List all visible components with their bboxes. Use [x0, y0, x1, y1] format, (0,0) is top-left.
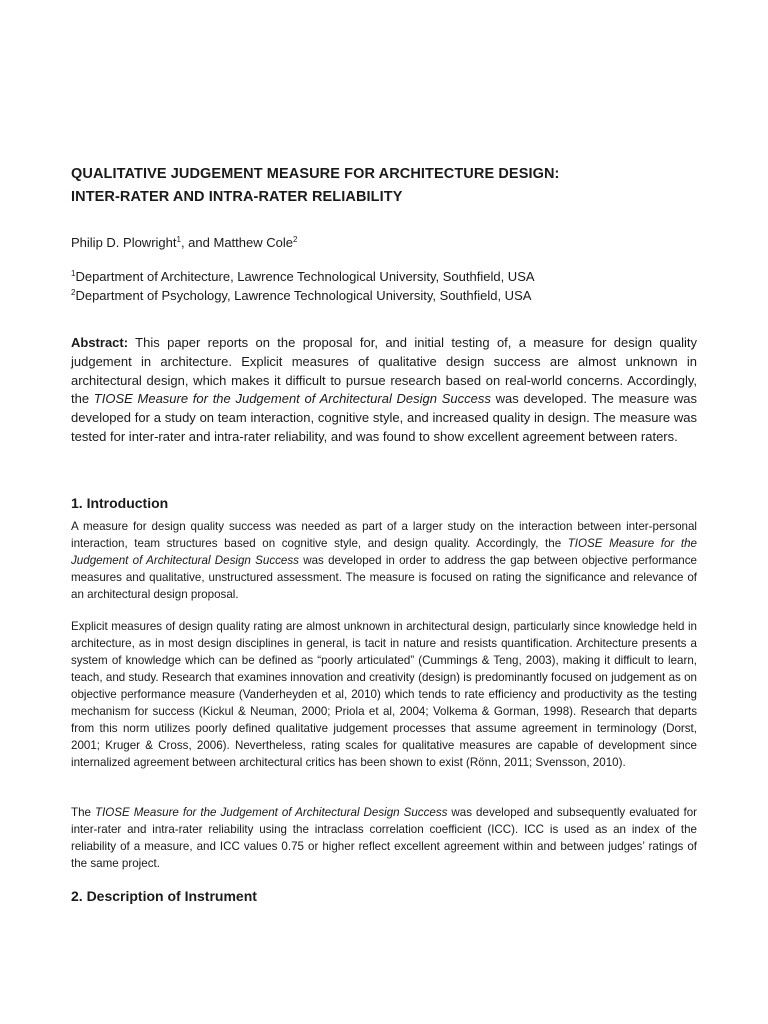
description-heading: 2. Description of Instrument: [71, 888, 257, 904]
author-2-affil-mark: 2: [292, 235, 298, 244]
author-list: [71, 234, 297, 252]
intro-paragraph-2: Explicit measures of design quality rating are almost unknown in architectural design, particularly since knowledge held in architecture, as in most design disciplines in general, is tacit in nature and resists quantification. Architecture presents a system of knowledge which can be defined as “poorly articulated” (Cummings & Teng, 2003), making it difficult to learn, teach, and study. Research that examines innovation and creativity (design) is predominantly focused on judgement as on objective performance measure (Vanderheyden et al, 2010) which tends to rate efficiency and productivity as the testing mechanism for success (Kickul & Neuman, 2000; Priola et al, 2004; Volkema & Gorman, 1998). Research that departs from this norm utilizes poorly defined qualitative judgement processes that assume agreement in terminology (Dorst, 2001; Kruger & Cross, 2006). Nevertheless, rating scales for qualitative measures are capable of development since internalized agreement between architectural critics has been shown to exist (Rönn, 2011; Svensson, 2010).: [71, 620, 697, 769]
affiliation-2-text: Department of Psychology, Lawrence Technological University, Southfield, USA: [75, 287, 532, 303]
author-1: Philip D. Plowright: [71, 235, 177, 250]
affiliation-2-mark: 2: [71, 287, 76, 297]
affiliations: [71, 268, 535, 305]
intro-p1-text-2: was developed in order to address the gap between objective performance measures and qualitative, unstructured assessment. The measure is focused on rating the significance and relevance of an architectural design proposal.: [71, 554, 697, 601]
title-line-1: QUALITATIVE JUDGEMENT MEASURE FOR ARCHITECTURE DESIGN:: [71, 166, 560, 182]
abstract-text-2: was developed. The measure was developed for a study on team interaction, cognitive style, and increased quality in design. The measure was tested for inter-rater and intra-rater reliability, and was found to show excellent agreement between raters.: [71, 391, 698, 444]
introduction-heading: 1. Introduction: [71, 495, 169, 511]
abstract-measure-name: TIOSE Measure for the Judgement of Architectural Design Success: [93, 391, 491, 407]
abstract: [71, 334, 697, 447]
author-1-affil-mark: 1: [176, 235, 181, 244]
intro-p3-measure-name: TIOSE Measure for the Judgement of Architectural Design Success: [94, 806, 448, 819]
abstract-label: Abstract:: [71, 335, 129, 350]
intro-p1-text-1: A measure for design quality success was needed as part of a larger study on the interaction between inter-personal interaction, team structures based on cognitive style, and design quality. Accordingly, the: [71, 520, 697, 550]
author-separator: , and: [180, 235, 214, 250]
intro-paragraph-1: [71, 518, 697, 603]
intro-paragraph-3: [71, 804, 697, 872]
intro-p3-text-2: was developed and subsequently evaluated for inter-rater and intra-rater reliability using the intraclass correlation coefficient (ICC). ICC is used as an index of the reliability of a measure, and ICC values 0.75 or higher reflect excellent agreement within and between judges’ ratings of the same project.: [71, 806, 698, 870]
intro-p3-text-1: The: [71, 806, 95, 819]
paper-title: [71, 163, 559, 209]
affiliation-2: [71, 287, 535, 306]
affiliation-1-mark: 1: [71, 269, 76, 278]
affiliation-1-text: Department of Architecture, Lawrence Technological University, Southfield, USA: [75, 269, 535, 284]
intro-p1-measure-name: TIOSE Measure for the Judgement of Architectural Design Success: [71, 537, 697, 567]
abstract-text-1: This paper reports on the proposal for, and initial testing of, a measure for design quality judgement in architecture. Explicit measures of qualitative design success are almost unknown in architectural design, which makes it difficult to pursue research based on real-world concerns. Accordingly, the: [71, 335, 697, 407]
title-line-2: INTER-RATER AND INTRA-RATER RELIABILITY: [71, 189, 403, 205]
author-2: Matthew Cole: [213, 235, 293, 250]
affiliation-1: [71, 268, 535, 287]
